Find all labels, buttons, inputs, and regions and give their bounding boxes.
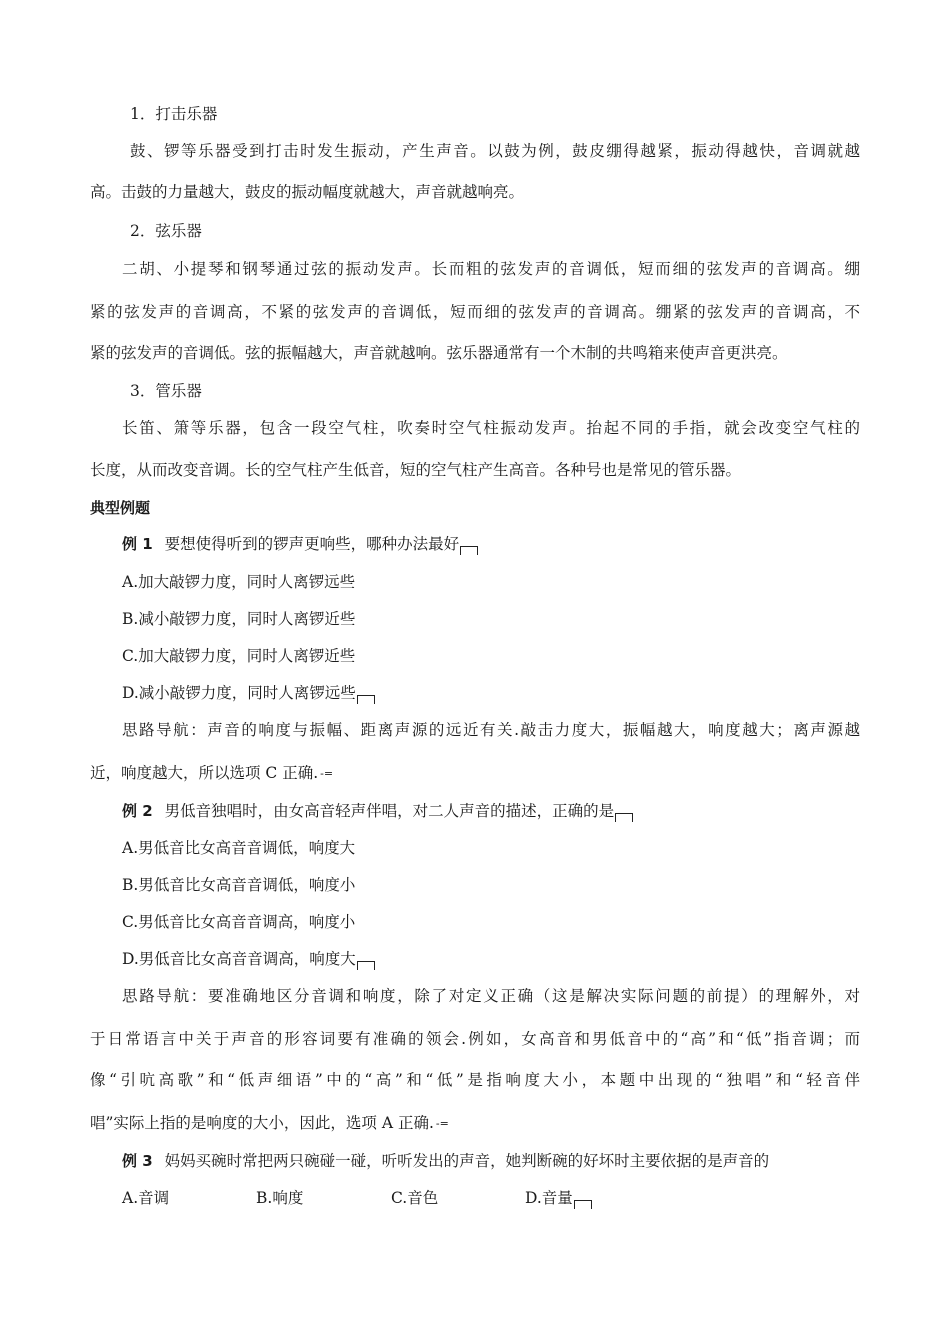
option-a: A.加大敲锣力度，同时人离锣远些 [122, 573, 356, 591]
option-text: D.减小敲锣力度，同时人离锣远些 [122, 684, 356, 702]
hint-line: 思路导航：要准确地区分音调和响度，除了对定义正确（这是解决实际问题的前提）的理解外，对 [122, 987, 860, 1005]
editor-mark: -= [320, 767, 334, 780]
option-b: B.响度 [256, 1189, 304, 1207]
hint-text: 近，响度越大，所以选项 C 正确. [90, 764, 319, 782]
hint-line: 于日常语言中关于声音的形容词要有准确的领会.例如，女高音和男低音中的“高”和“低”指音调；而 [90, 1030, 860, 1048]
option-c: C.音色 [391, 1189, 439, 1207]
question-text: 要想使得听到的锣声更响些，哪种办法最好 [164, 535, 460, 553]
option-b: B.减小敲锣力度，同时人离锣近些 [122, 610, 356, 628]
example-label: 例 2 [122, 802, 153, 820]
example-label: 例 1 [122, 535, 153, 553]
option-text: D.男低音比女高音音调高，响度大 [122, 950, 356, 968]
paragraph-line: 高。击鼓的力量越大，鼓皮的振动幅度就越大，声音就越响亮。 [90, 183, 525, 201]
question-text: 男低音独唱时，由女高音轻声伴唱，对二人声音的描述，正确的是 [164, 802, 615, 820]
hint-line [90, 763, 333, 784]
paragraph-line: 紧的弦发声的音调低。弦的振幅越大，声音就越响。弦乐器通常有一个木制的共鸣箱来使声音更洪亮。 [90, 344, 788, 362]
option-d [122, 949, 375, 970]
examples-heading: 典型例题 [90, 499, 151, 517]
paragraph-line: 长笛、箫等乐器，包含一段空气柱，吹奏时空气柱振动发声。抬起不同的手指，就会改变空气柱的 [122, 419, 860, 437]
option-text: D.音量 [525, 1189, 573, 1207]
answer-bracket [460, 546, 478, 555]
example-3-question [122, 1151, 769, 1171]
paragraph-line: 紧的弦发声的音调高，不紧的弦发声的音调低，短而细的弦发声的音调高。绷紧的弦发声的音调高，不 [90, 303, 860, 321]
section-heading-strings: 2．弦乐器 [130, 222, 202, 240]
answer-bracket [357, 961, 375, 970]
editor-mark: -= [435, 1117, 449, 1130]
option-b: B.男低音比女高音音调低，响度小 [122, 876, 356, 894]
option-a: A.男低音比女高音音调低，响度大 [122, 839, 356, 857]
answer-bracket [357, 695, 375, 704]
hint-line: 像“引吭高歌”和“低声细语”中的“高”和“低”是指响度大小，本题中出现的“独唱”和“轻音伴 [90, 1071, 860, 1089]
example-label: 例 3 [122, 1152, 153, 1170]
option-c: C.男低音比女高音音调高，响度小 [122, 913, 356, 931]
hint-line [90, 1113, 449, 1134]
option-d [122, 683, 375, 704]
answer-bracket [615, 813, 633, 822]
example-1-question [122, 534, 478, 555]
option-d [525, 1188, 592, 1209]
hint-line: 思路导航：声音的响度与振幅、距离声源的远近有关.敲击力度大，振幅越大，响度越大；离声源越 [122, 721, 860, 739]
option-c: C.加大敲锣力度，同时人离锣近些 [122, 647, 356, 665]
section-heading-winds: 3．管乐器 [130, 382, 202, 400]
paragraph-line: 二胡、小提琴和钢琴通过弦的振动发声。长而粗的弦发声的音调低，短而细的弦发声的音调高。绷 [122, 260, 860, 278]
section-heading-percussion: 1．打击乐器 [130, 105, 218, 123]
answer-bracket [574, 1200, 592, 1209]
paragraph-line: 长度，从而改变音调。长的空气柱产生低音，短的空气柱产生高音。各种号也是常见的管乐器。 [90, 461, 742, 479]
question-text: 妈妈买碗时常把两只碗碰一碰，听听发出的声音，她判断碗的好坏时主要依据的是声音的 [164, 1152, 770, 1170]
option-a: A.音调 [122, 1189, 170, 1207]
hint-text: 唱”实际上指的是响度的大小，因此，选项 A 正确. [90, 1114, 434, 1132]
paragraph-line: 鼓、锣等乐器受到打击时发生振动，产生声音。以鼓为例，鼓皮绷得越紧，振动得越快，音调就越 [130, 142, 860, 160]
example-2-question [122, 801, 633, 822]
